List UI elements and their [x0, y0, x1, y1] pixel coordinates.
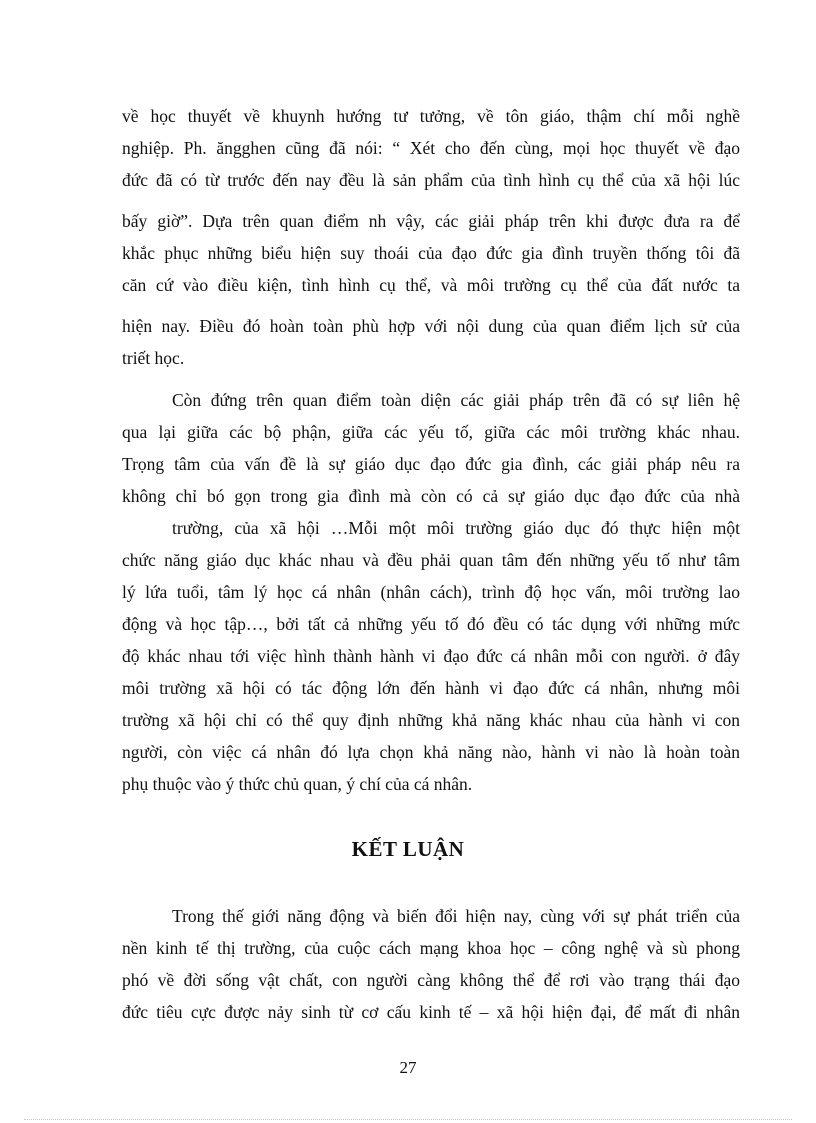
text-line: khắc phục những biểu hiện suy thoái của đạo đức gia đình truyền thống tôi đã	[122, 243, 740, 263]
text-line: Trong thế giới năng động và biến đổi hiện nay, cùng với sự phát triển của	[172, 906, 740, 926]
text-line: động và học tập…, bởi tất cả những yếu tố đó đều có tác dụng với những mức	[122, 614, 740, 634]
text-line: bấy giờ”. Dựa trên quan điểm nh vậy, các giải pháp trên khi được đưa ra để	[122, 211, 740, 231]
text-line: triết học.	[122, 348, 185, 368]
text-line: về học thuyết về khuynh hướng tư tưởng, về tôn giáo, thậm chí mỗi nghề	[122, 106, 740, 126]
text-line: độ khác nhau tới việc hình thành hành vi đạo đức cá nhân mỗi con người. ở đây	[122, 646, 740, 666]
text-line: Còn đứng trên quan điểm toàn diện các giải pháp trên đã có sự liên hệ	[172, 390, 740, 410]
text-line: chức năng giáo dục khác nhau và đều phải quan tâm đến những yếu tố như tâm	[122, 550, 740, 570]
text-line: lý lứa tuổi, tâm lý học cá nhân (nhân cách), trình độ học vấn, môi trường lao	[122, 582, 740, 602]
text-line: hiện nay. Điều đó hoàn toàn phù hợp với nội dung của quan điểm lịch sử của	[122, 316, 740, 336]
text-line: đức đã có từ trước đến nay đều là sản phẩm của tình hình cụ thể của xã hội lúc	[122, 170, 740, 190]
section-heading: KẾT LUẬN	[351, 837, 465, 861]
text-line: nghiệp. Ph. ăngghen cũng đã nói: “ Xét cho đến cùng, mọi học thuyết về đạo	[122, 138, 740, 158]
text-line: người, còn việc cá nhân đó lựa chọn khả năng nào, hành vi nào là hoàn toàn	[122, 742, 740, 762]
text-line: môi trường xã hội có tác động lớn đến hành vi đạo đức cá nhân, nhưng môi	[122, 678, 740, 698]
text-line: không chỉ bó gọn trong gia đình mà còn có cả sự giáo dục đạo đức của nhà	[122, 486, 740, 506]
page-bottom-rule	[24, 1119, 792, 1120]
text-line: nền kinh tế thị trường, của cuộc cách mạng khoa học – công nghệ và sù phong	[122, 938, 740, 958]
text-line: phó về đời sống vật chất, con người càng không thể để rơi vào trạng thái đạo	[122, 970, 740, 990]
page-number: 27	[399, 1058, 417, 1077]
text-line: phụ thuộc vào ý thức chủ quan, ý chí của cá nhân.	[122, 774, 473, 794]
text-line: trường xã hội chỉ có thể quy định những khả năng khác nhau của hành vi con	[122, 710, 740, 730]
text-line: đức tiêu cực được nảy sinh từ cơ cấu kinh tế – xã hội hiện đại, để mất đi nhân	[122, 1002, 740, 1022]
text-line: Trọng tâm của vấn đề là sự giáo dục đạo đức gia đình, các giải pháp nêu ra	[122, 454, 740, 474]
text-line: căn cứ vào điều kiện, tình hình cụ thể, và môi trường cụ thể của đất nước ta	[122, 275, 740, 295]
text-line: qua lại giữa các bộ phận, giữa các yếu tố, giữa các môi trường khác nhau.	[122, 422, 740, 442]
text-line: trường, của xã hội …Mỗi một môi trường giáo dục đó thực hiện một	[172, 518, 740, 538]
